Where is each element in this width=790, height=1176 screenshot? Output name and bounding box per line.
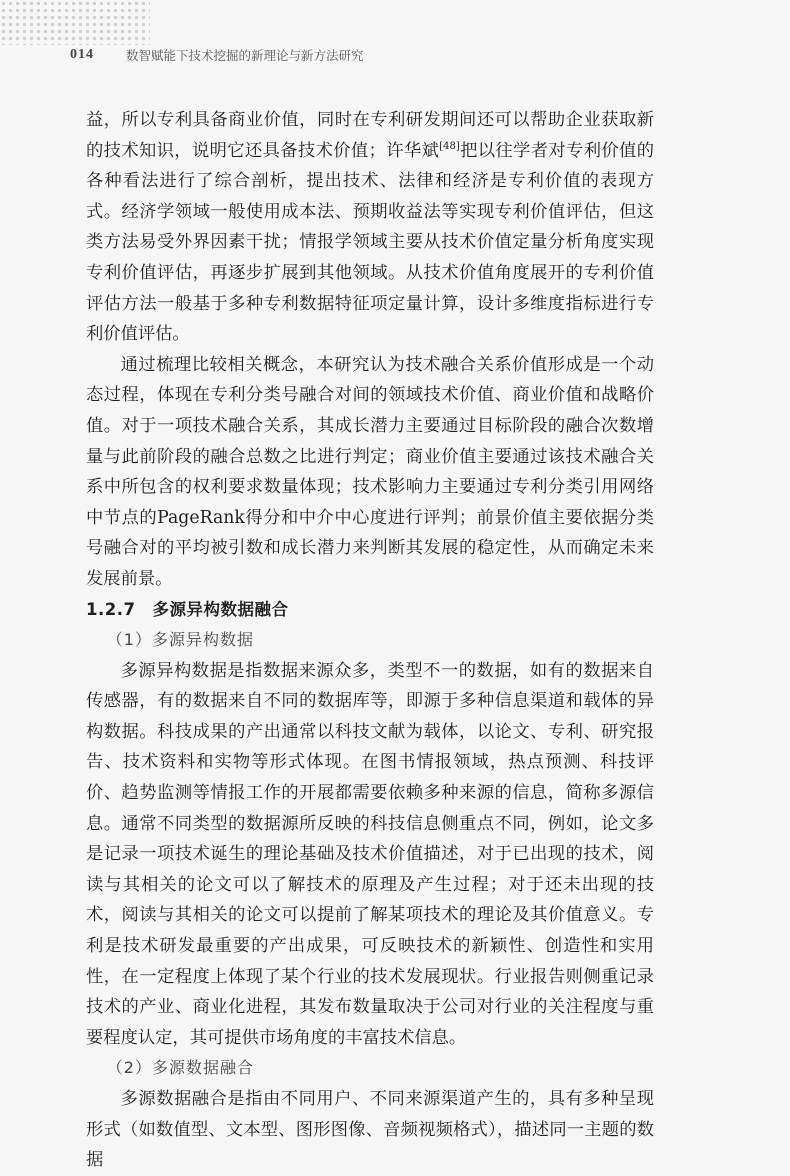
section-heading: 1.2.7 多源异构数据融合 [86, 599, 289, 619]
paragraph-text: 益，所以专利具备商业价值，同时在专利研发期间还可以帮助企业获取新的技术知识，说明它还具备技术价值；许华斌 [86, 110, 654, 161]
page-header [70, 43, 730, 67]
paragraph-text: 把以往学者对专利价值的各种看法进行了综合剖析，提出技术、法律和经济是专利价值的表现方式。经济学领域一般使用成本法、预期收益法等实现专利价值评估，但这类方法易受外界因素干扰；情报学领域主要从技术价值定量分析角度实现专利价值评估，再逐步扩展到其他领域。从技术价值角度展开的专利价值评估方法一般基于多种专利数据特征项定量计算，设计多维度指标进行专利价值评估。 [86, 140, 654, 345]
subsection-heading: （2）多源数据融合 [106, 1058, 254, 1078]
decorative-dot-pattern [0, 0, 150, 45]
citation-marker: [48] [439, 140, 460, 152]
paragraph: 多源数据融合是指由不同用户、不同来源渠道产生的，具有多种呈现形式（如数值型、文本型、图形图像、音频视频格式），描述同一主题的数据 [86, 1089, 654, 1171]
page-number: 014 [70, 47, 94, 62]
paragraph-continued [86, 105, 654, 350]
running-title: 数智赋能下技术挖掘的新理论与新方法研究 [126, 48, 364, 63]
page-body [86, 105, 654, 1176]
paragraph: 通过梳理比较相关概念，本研究认为技术融合关系价值形成是一个动态过程，体现在专利分类号融合对间的领域技术价值、商业价值和战略价值。对于一项技术融合关系，其成长潜力主要通过目标阶段的融合次数增量与此前阶段的融合总数之比进行判定；商业价值主要通过该技术融合关系中所包含的权利要求数量体现；技术影响力主要通过专利分类引用网络中节点的PageRank得分和中介中心度进行评判；前景价值主要依据分类号融合对的平均被引数和成长潜力来判断其发展的稳定性，从而确定未来发展前景。 [86, 354, 654, 589]
subsection-heading: （1）多源异构数据 [106, 630, 254, 650]
paragraph: 多源异构数据是指数据来源众多，类型不一的数据，如有的数据来自传感器，有的数据来自不同的数据库等，即源于多种信息渠道和载体的异构数据。科技成果的产出通常以科技文献为载体，以论文、专利、研究报告、技术资料和实物等形式体现。在图书情报领域，热点预测、科技评价、趋势监测等情报工作的开展都需要依赖多种来源的信息，简称多源信息。通常不同类型的数据源所反映的科技信息侧重点不同，例如，论文多是记录一项技术诞生的理论基础及技术价值描述，对于已出现的技术，阅读与其相关的论文可以了解技术的原理及产生过程；对于还未出现的技术，阅读与其相关的论文可以提前了解某项技术的理论及其价值意义。专利是技术研发最重要的产出成果，可反映技术的新颖性、创造性和实用性，在一定程度上体现了某个行业的技术发展现状。行业报告则侧重记录技术的产业、商业化进程，其发布数量取决于公司对行业的关注程度与重要程度认定，其可提供市场角度的丰富技术信息。 [86, 660, 654, 1048]
